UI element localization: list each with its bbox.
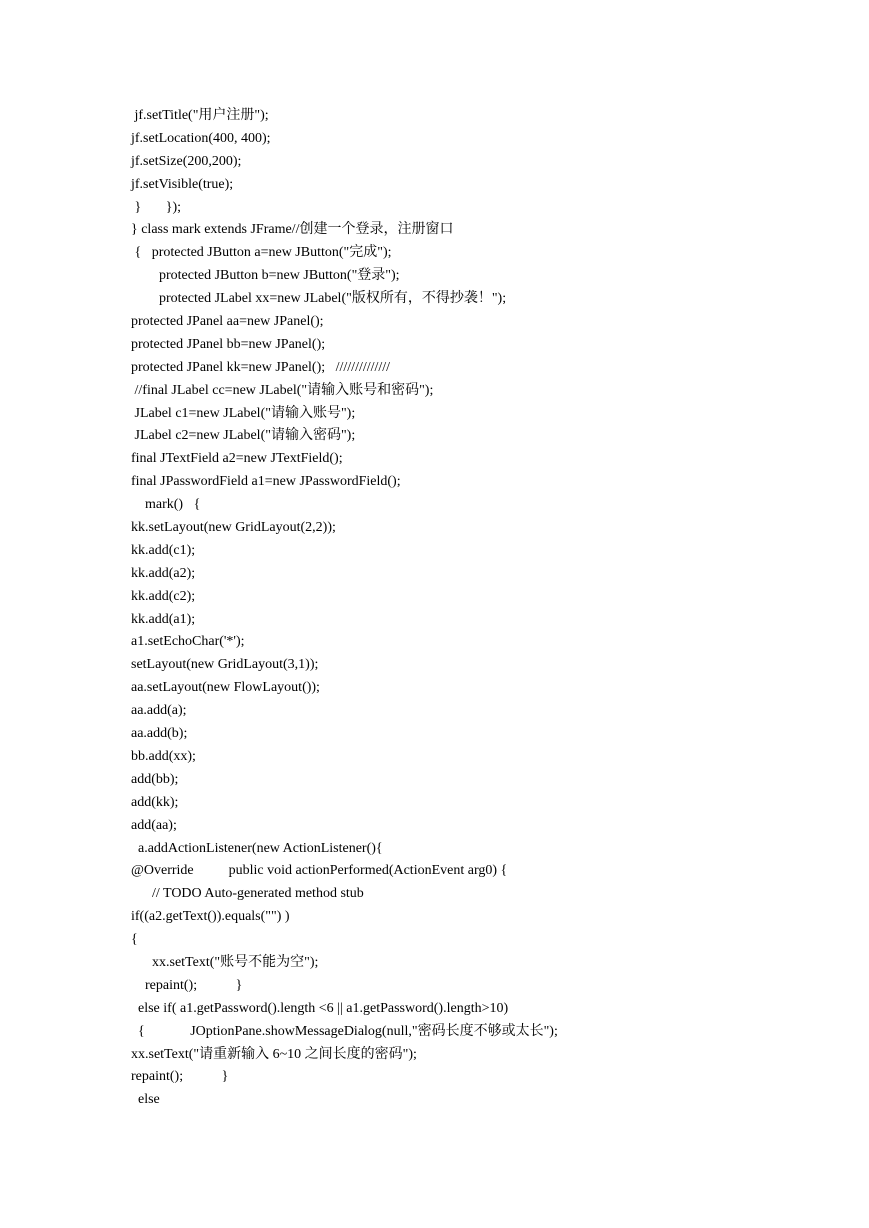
code-line: jf.setTitle("用户注册"); — [131, 108, 269, 123]
code-line: protected JPanel kk=new JPanel(); ////////////// — [131, 359, 391, 375]
code-line: kk.add(c2); — [131, 588, 196, 604]
code-line: kk.add(a1); — [131, 611, 196, 627]
code-line: a.addActionListener(new ActionListener(){ — [131, 840, 383, 856]
code-line: else — [131, 1092, 160, 1108]
code-line: } }); — [131, 199, 181, 215]
code-line: kk.setLayout(new GridLayout(2,2)); — [131, 520, 336, 536]
code-line: } class mark extends JFrame//创建一个登录，注册窗口 — [131, 222, 454, 238]
code-line: add(aa); — [131, 817, 177, 833]
code-line: repaint(); } — [131, 1069, 229, 1085]
code-line: a1.setEchoChar('*'); — [131, 634, 245, 650]
code-line: jf.setSize(200,200); — [131, 153, 242, 169]
code-line: { protected JButton a=new JButton("完成"); — [131, 245, 392, 261]
code-line: final JPasswordField a1=new JPasswordField(); — [131, 474, 401, 490]
code-line: kk.add(a2); — [131, 565, 196, 581]
code-line: bb.add(xx); — [131, 748, 196, 764]
code-line: aa.add(a); — [131, 703, 187, 719]
code-line: protected JLabel xx=new JLabel("版权所有，不得抄袭！"); — [131, 291, 507, 307]
code-line: final JTextField a2=new JTextField(); — [131, 451, 343, 467]
code-line: JLabel c2=new JLabel("请输入密码"); — [131, 428, 356, 444]
code-line: @Override public void actionPerformed(ActionEvent arg0) { — [131, 863, 508, 879]
code-line: else if( a1.getPassword().length <6 || a1.getPassword().length>10) — [131, 1000, 509, 1016]
code-line: jf.setVisible(true); — [131, 176, 234, 192]
code-line: { JOptionPane.showMessageDialog(null,"密码长度不够或太长"); — [131, 1023, 558, 1039]
code-line: add(kk); — [131, 794, 179, 810]
code-line: if((a2.getText()).equals("") ) — [131, 909, 290, 925]
code-listing — [0, 105, 869, 1112]
code-line: xx.setText("请重新输入 6~10 之间长度的密码"); — [131, 1046, 417, 1062]
code-line: // TODO Auto-generated method stub — [131, 886, 364, 902]
code-line: { — [131, 932, 138, 948]
code-line: add(bb); — [131, 771, 179, 787]
code-line: JLabel c1=new JLabel("请输入账号"); — [131, 405, 356, 421]
code-line: //final JLabel cc=new JLabel("请输入账号和密码"); — [131, 382, 434, 398]
code-line: repaint(); } — [131, 977, 243, 993]
code-line: kk.add(c1); — [131, 542, 196, 558]
code-line: protected JPanel bb=new JPanel(); — [131, 336, 326, 352]
code-line: aa.setLayout(new FlowLayout()); — [131, 680, 320, 696]
code-line: aa.add(b); — [131, 726, 188, 742]
code-line: mark() { — [131, 497, 201, 513]
code-line: protected JButton b=new JButton("登录"); — [131, 268, 400, 284]
code-line: setLayout(new GridLayout(3,1)); — [131, 657, 319, 673]
code-line: xx.setText("账号不能为空"); — [131, 954, 319, 970]
code-line: jf.setLocation(400, 400); — [131, 130, 271, 146]
code-line: protected JPanel aa=new JPanel(); — [131, 314, 324, 330]
